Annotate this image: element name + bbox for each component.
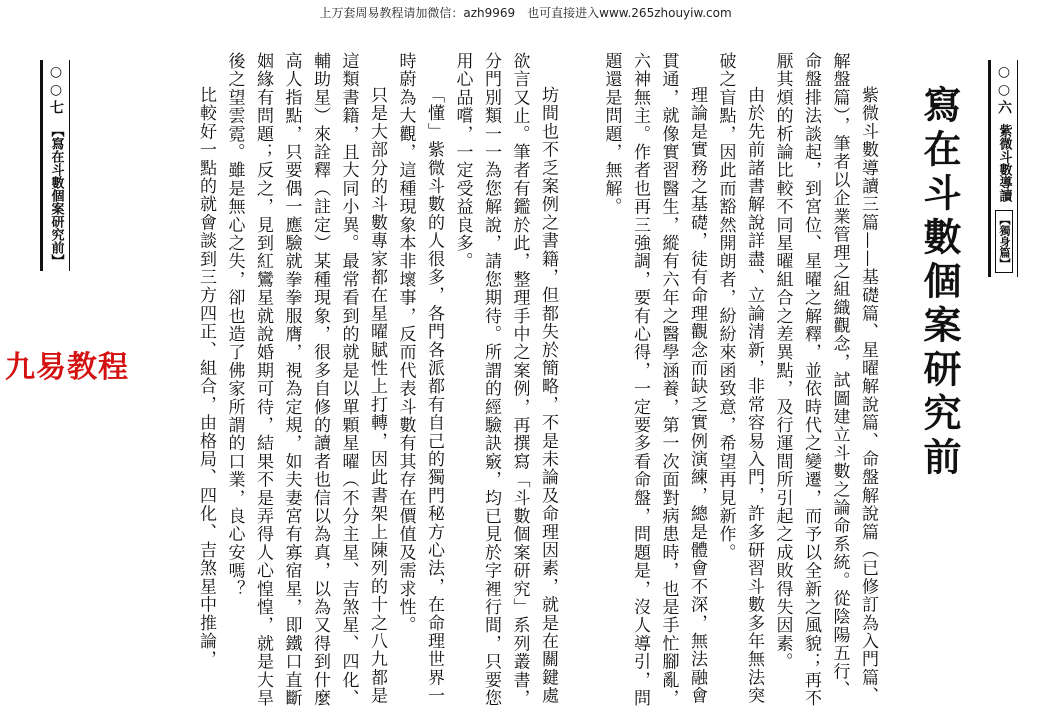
paragraph: 比較好一點的就會談到三方四正、組合，由格局、四化、吉煞星中推論， xyxy=(196,86,216,669)
logo-watermark: 九易教程 xyxy=(2,342,132,386)
paragraph: 只是大部分的斗數專家都在星曜賦性上打轉，因此書架上陳列的十之八九都是這類書籍，且大同小異。最常看到的就是以單顆星曜（不分主星、吉煞星、四化、輔助星）來詮釋（註定）某種現象，很多自修的讀者也信以為真，以為又得到什麼高人指點，只要偶一應驗就拳拳服膺，視為定規，如夫妻宮有寡宿星，即鐵口直斷姻緣有問題；反之，見到紅鸞星就說婚期可待，結果不是弄得人心惶惶，就是大旱後之望雲霓。雖是無心之失，卻也造了佛家所謂的口業，良心安嗎？ xyxy=(224,52,387,708)
left-page-body xyxy=(102,52,562,712)
right-page-body xyxy=(590,52,882,712)
page-number: ○○六 xyxy=(996,64,1012,116)
running-title: 紫微斗數導讀 xyxy=(996,124,1012,202)
page-number: ○○七 xyxy=(48,64,64,116)
page-title: 寫在斗數個案研究前 xyxy=(917,85,962,481)
paragraph: 理論是實務之基礎，徒有命理觀念而缺乏實例演練，總是體會不深，無法融會貫通，就像實習醫生，縱有六年之醫學涵養，第一次面對病患時，也是手忙腳亂，六神無主。作者也再三強調，要有心得，一定要多看命盤，問題是，沒人導引，問題還是問題，無解。 xyxy=(601,52,707,708)
paragraph: 「懂」紫微斗數的人很多，各門各派都有自己的獨門秘方心法，在命理世界一時蔚為大觀，這種現象本非壞事，反而代表斗數有其存在價值及需求性。 xyxy=(395,52,444,705)
paragraph: 坊間也不乏案例之書籍，但都失於簡略，不是未論及命理因素，就是在關鍵處欲言又止。筆者有鑑於此，整理手中之案例，再撰寫「斗數個案研究」系列叢書，分門別類一一為您解說，請您期待。所謂的經驗訣竅，均已見於字裡行間，只要您用心品嚐，一定受益良多。 xyxy=(452,52,558,708)
section-tag: 【獨身篇】 xyxy=(995,210,1013,273)
paragraph: 由於先前諸書解說詳盡、立論清新，非常容易入門，許多研習斗數多年無法突破之盲點，因此而豁然開朗者，紛紛來函致意，希望再見新作。 xyxy=(715,52,764,705)
left-page-header xyxy=(40,60,70,271)
paragraph: 紫微斗數導讀三篇——基礎篇、星曜解說篇、命盤解說篇（已修訂為入門篇、解盤篇），筆者以企業管理之組織觀念，試圖建立斗數之論命系統。從陰陽五行、命盤排法談起，到宮位、星曜之解釋，並依時代之變遷，而予以全新之風貌；再不厭其煩的析論比較不同星曜組合之差異點，及行運間所引起之成敗得失因素。 xyxy=(772,52,878,708)
right-page-header xyxy=(988,60,1018,277)
right-page xyxy=(590,30,1045,710)
running-title: 【寫在斗數個案研究前】 xyxy=(48,124,64,267)
watermark-text: 上万套周易教程请加微信：azh9969 也可直接进入www.265zhouyiw.com xyxy=(319,6,732,20)
